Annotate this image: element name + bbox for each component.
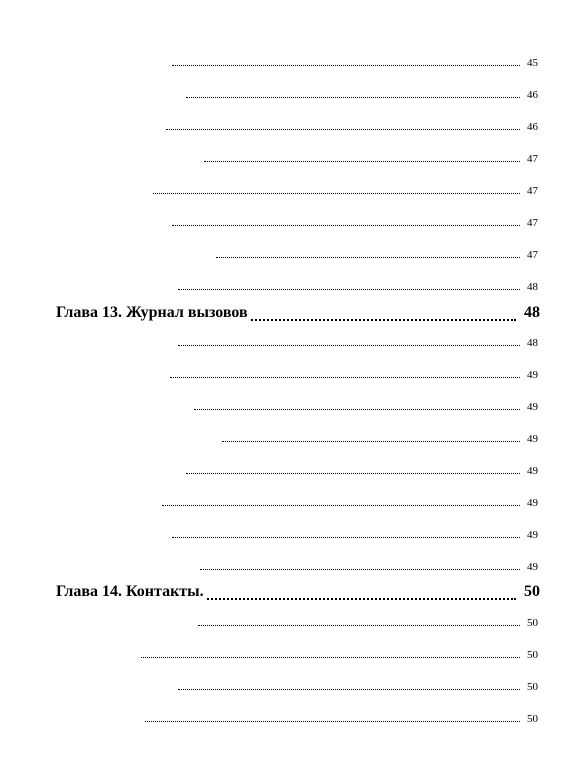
toc-entry[interactable] xyxy=(204,146,538,166)
page-number: 50 xyxy=(527,649,538,661)
page-number: 49 xyxy=(527,433,538,445)
page-number: 46 xyxy=(527,121,538,133)
dot-leader xyxy=(216,257,520,258)
toc-entry[interactable] xyxy=(172,522,538,542)
page-number: 47 xyxy=(527,185,538,197)
dot-leader xyxy=(178,345,520,346)
page-number: 49 xyxy=(527,369,538,381)
toc-chapter-13[interactable] xyxy=(56,302,540,326)
toc-entry[interactable] xyxy=(141,642,538,662)
toc-entry[interactable] xyxy=(186,458,538,478)
dot-leader xyxy=(153,193,520,194)
dot-leader xyxy=(204,161,520,162)
page-number: 45 xyxy=(527,57,538,69)
toc-entry[interactable] xyxy=(172,210,538,230)
toc-entry[interactable] xyxy=(178,674,538,694)
chapter-title: Глава 13. Журнал вызовов xyxy=(56,302,250,324)
page-number: 49 xyxy=(527,529,538,541)
dot-leader xyxy=(200,569,520,570)
toc-entry[interactable] xyxy=(222,426,538,446)
dot-leader xyxy=(222,441,520,442)
toc-entry[interactable] xyxy=(172,50,538,70)
toc-chapter-14[interactable] xyxy=(56,581,540,605)
page-number: 50 xyxy=(527,713,538,725)
dot-leader xyxy=(172,65,520,66)
toc-entry[interactable] xyxy=(166,114,538,134)
toc-entry[interactable] xyxy=(198,610,538,630)
toc-entry[interactable] xyxy=(178,274,538,294)
toc-entry[interactable] xyxy=(194,394,538,414)
toc-entry[interactable] xyxy=(145,706,538,726)
dot-leader xyxy=(145,721,520,722)
dot-leader xyxy=(172,537,520,538)
page-number: 49 xyxy=(527,401,538,413)
dot-leader xyxy=(170,377,520,378)
dot-leader xyxy=(198,625,520,626)
page-number: 49 xyxy=(527,465,538,477)
dot-leader xyxy=(186,473,520,474)
page-number: 48 xyxy=(527,337,538,349)
toc-entry[interactable] xyxy=(178,330,538,350)
page-number: 49 xyxy=(527,497,538,509)
toc-entry[interactable] xyxy=(200,554,538,574)
toc-entry[interactable] xyxy=(153,178,538,198)
toc-entry[interactable] xyxy=(170,362,538,382)
page-number: 49 xyxy=(527,561,538,573)
page-number: 47 xyxy=(527,249,538,261)
page-number: 50 xyxy=(522,581,540,603)
page-number: 48 xyxy=(527,281,538,293)
dot-leader xyxy=(172,225,520,226)
dot-leader xyxy=(166,129,520,130)
chapter-title: Глава 14. Контакты. xyxy=(56,581,206,603)
page-number: 47 xyxy=(527,153,538,165)
page-number: 47 xyxy=(527,217,538,229)
page-number: 48 xyxy=(522,302,540,324)
page-number: 50 xyxy=(527,617,538,629)
page-number: 50 xyxy=(527,681,538,693)
toc-entry[interactable] xyxy=(216,242,538,262)
dot-leader xyxy=(194,409,520,410)
toc-entry[interactable] xyxy=(162,490,538,510)
toc-entry[interactable] xyxy=(186,82,538,102)
dot-leader xyxy=(178,289,520,290)
dot-leader xyxy=(162,505,520,506)
page-number: 46 xyxy=(527,89,538,101)
dot-leader xyxy=(141,657,520,658)
dot-leader xyxy=(178,689,520,690)
dot-leader xyxy=(186,97,520,98)
